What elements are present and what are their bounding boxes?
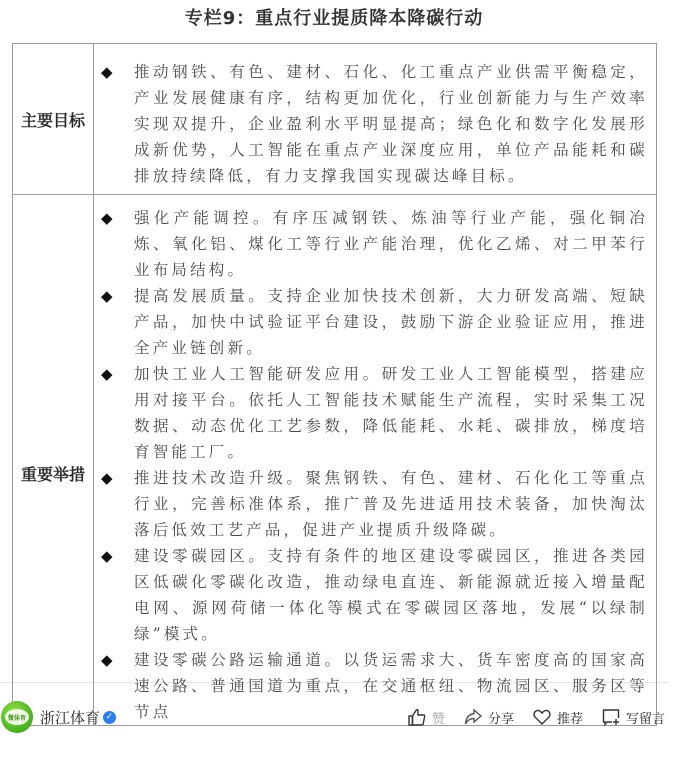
diamond-bullet-icon: ◆: [101, 651, 113, 669]
list-item: [100, 465, 648, 543]
item-text: 加快工业人工智能研发应用。研发工业人工智能模型，搭建应用对接平台。依托人工智能技术赋能生产流程，实时采集工况数据、动态优化工艺参数，降低能耗、水耗、碳排放，梯度培育智能工厂。: [134, 365, 648, 461]
item-text: 建设零碳公路运输通道。以货运需求大、货车密度高的国家高速公路、普通国道为重点，在交通枢纽、物流园区、服务区等节点: [134, 651, 648, 721]
diamond-bullet-icon: ◆: [101, 469, 113, 487]
article-footer-bar: [0, 697, 668, 737]
diamond-bullet-icon: ◆: [101, 287, 113, 305]
share-label: 分享: [488, 711, 515, 727]
diamond-bullet-icon: ◆: [101, 365, 113, 383]
list-item: [100, 205, 648, 283]
row-content-main-goals: [94, 44, 657, 195]
diamond-bullet-icon: ◆: [101, 547, 113, 565]
list-item: [100, 543, 648, 647]
comment-add-icon: [601, 707, 621, 727]
share-icon: [463, 707, 483, 727]
share-button[interactable]: [463, 707, 514, 727]
write-comment-button[interactable]: [601, 707, 665, 727]
row-label-key-measures: 重要举措: [13, 195, 94, 726]
measures-table: [12, 43, 657, 726]
like-button[interactable]: [407, 707, 445, 727]
verified-check-icon: ✓: [103, 711, 116, 724]
action-bar: [407, 697, 683, 737]
item-text: 提高发展质量。支持企业加快技术创新，大力研发高端、短缺产品，加快中试验证平台建设，鼓励下游企业验证应用，推进全产业链创新。: [134, 287, 648, 357]
box-title: 专栏9：重点行业提质降本降碳行动: [184, 8, 484, 29]
avatar-logo-text: 微体育: [5, 709, 29, 725]
item-text: 推进技术改造升级。聚焦钢铁、有色、建材、石化化工等重点行业，完善标准体系，推广普及先进适用技术装备，加快淘汰落后低效工艺产品，促进产业提质升级降碳。: [134, 469, 648, 539]
list-item: [100, 59, 648, 189]
like-label: 赞: [432, 711, 446, 727]
item-text: 推动钢铁、有色、建材、石化、化工重点产业供需平衡稳定，产业发展健康有序，结构更加优化，行业创新能力与生产效率实现双提升，企业盈利水平明显提高；绿色化和数字化发展形成新优势，人工智能在重点产业深度应用，单位产品能耗和碳排放持续降低，有力支撑我国实现碳达峰目标。: [134, 63, 648, 185]
list-item: [100, 361, 648, 465]
diamond-bullet-icon: ◆: [101, 209, 113, 227]
table-row-key-measures: [13, 195, 657, 726]
thumbs-up-icon: [407, 707, 427, 727]
author-name[interactable]: 浙江体育: [40, 708, 101, 727]
item-text: 建设零碳园区。支持有条件的地区建设零碳园区，推进各类园区低碳化零碳化改造，推动绿电直连、新能源就近接入增量配电网、源网荷储一体化等模式在零碳园区落地，发展“以绿制绿”模式。: [134, 547, 648, 643]
write-comment-label: 写留言: [626, 711, 666, 727]
heart-icon: [532, 707, 552, 727]
list-item: [100, 283, 648, 361]
recommend-label: 推荐: [557, 711, 584, 727]
diamond-bullet-icon: ◆: [101, 63, 113, 81]
author-profile[interactable]: [1, 701, 116, 733]
table-row-main-goals: [13, 44, 657, 195]
item-text: 强化产能调控。有序压减钢铁、炼油等行业产能，强化铜冶炼、氧化铝、煤化工等行业产能治理，优化乙烯、对二甲苯行业布局结构。: [134, 209, 648, 279]
row-content-key-measures: [94, 195, 657, 726]
row-label-main-goals: 主要目标: [13, 44, 94, 195]
recommend-button[interactable]: [532, 707, 583, 727]
avatar[interactable]: [1, 701, 33, 733]
